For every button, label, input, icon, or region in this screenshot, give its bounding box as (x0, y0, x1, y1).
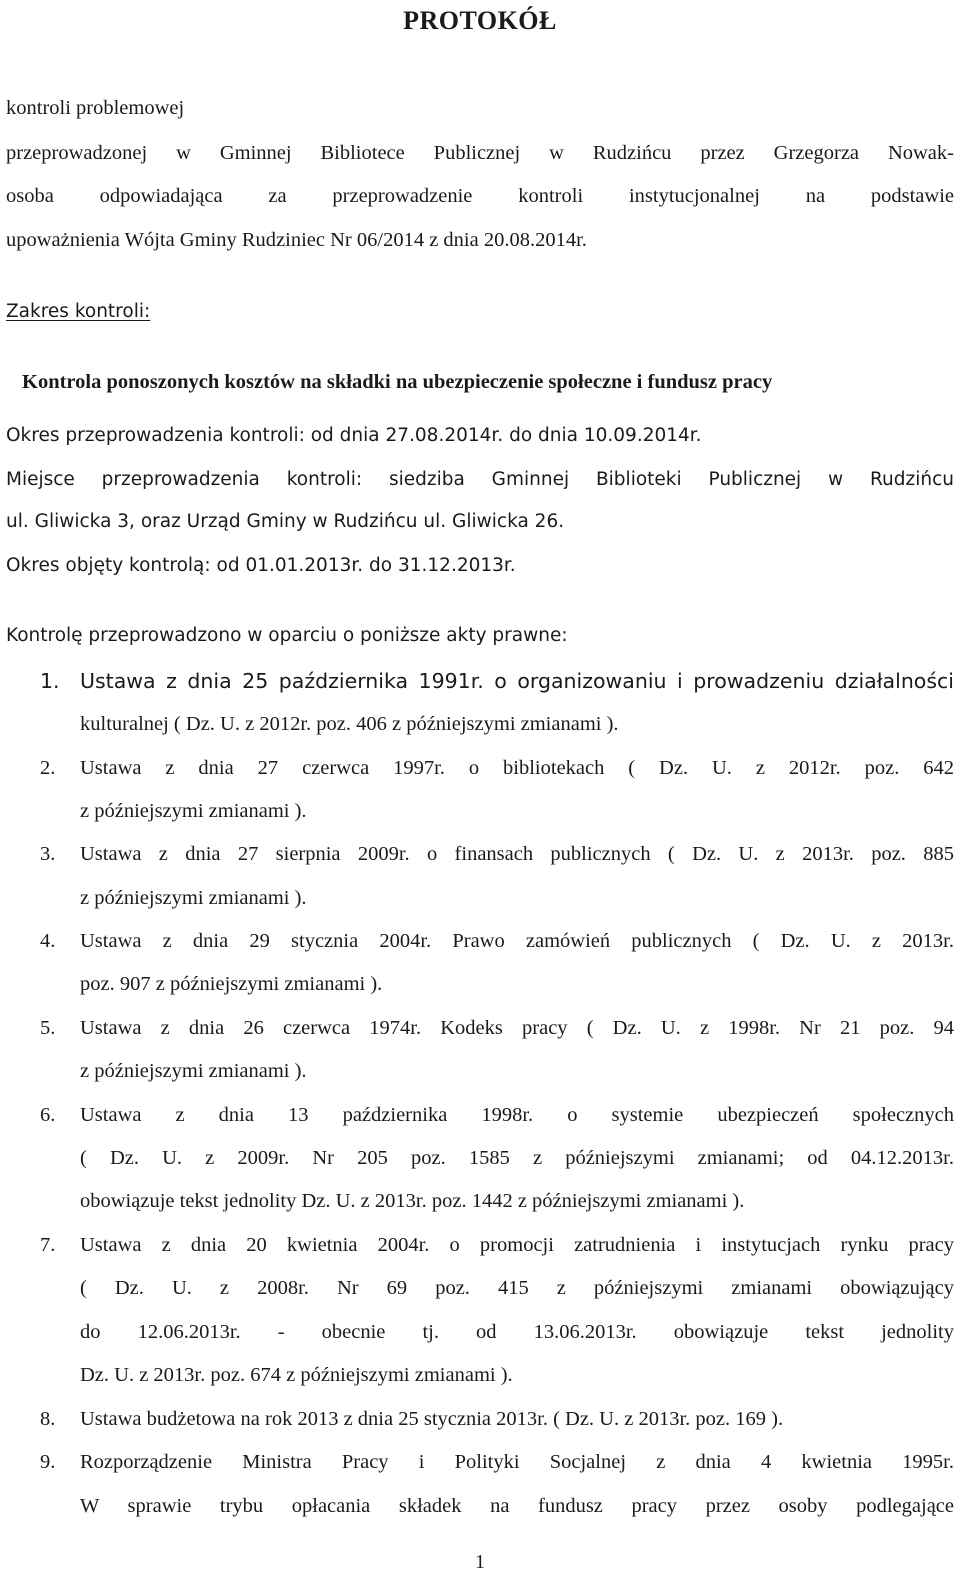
intro-line-3: osoba odpowiadająca za przeprowadzenie kontroli instytucjonalnej na podstawie (6, 185, 954, 207)
list-item-number: 7. (40, 1234, 56, 1256)
list-item-line: Ustawa z dnia 25 października 1991r. o organizowaniu i prowadzeniu działalności (80, 669, 954, 693)
list-item-line: poz. 907 z późniejszymi zmianami ). (80, 973, 383, 995)
list-item-line: obowiązuje tekst jednolity Dz. U. z 2013r. poz. 1442 z późniejszymi zmianami ). (80, 1190, 745, 1212)
list-item-line: Ustawa z dnia 27 czerwca 1997r. o bibliotekach ( Dz. U. z 2012r. poz. 642 (80, 757, 954, 779)
page-title: PROTOKÓŁ (403, 6, 557, 35)
list-item-line: W sprawie trybu opłacania składek na fundusz pracy przez osoby podlegające (80, 1495, 954, 1517)
list-item-number: 6. (40, 1104, 56, 1126)
list-item-line: Ustawa z dnia 29 stycznia 2004r. Prawo zamówień publicznych ( Dz. U. z 2013r. (80, 930, 954, 952)
place-line-1: Miejsce przeprowadzenia kontroli: siedziba Gminnej Biblioteki Publicznej w Rudzińcu (6, 469, 954, 490)
control-period: Okres przeprowadzenia kontroli: od dnia 27.08.2014r. do dnia 10.09.2014r. (6, 425, 702, 446)
page-number: 1 (475, 1551, 485, 1573)
list-item-number: 5. (40, 1017, 56, 1039)
list-item-line: z późniejszymi zmianami ). (80, 1060, 307, 1082)
scope-text: Kontrola ponoszonych kosztów na składki na ubezpieczenie społeczne i fundusz pracy (22, 371, 773, 393)
list-item-line: ( Dz. U. z 2009r. Nr 205 poz. 1585 z późniejszymi zmianami; od 04.12.2013r. (80, 1147, 954, 1169)
list-item-line: Ustawa z dnia 13 października 1998r. o systemie ubezpieczeń społecznych (80, 1104, 954, 1126)
list-item-line: Ustawa z dnia 20 kwietnia 2004r. o promocji zatrudnienia i instytucjach rynku pracy (80, 1234, 954, 1256)
list-item-line: z późniejszymi zmianami ). (80, 887, 307, 909)
list-item-number: 9. (40, 1451, 56, 1473)
list-item-line: Ustawa z dnia 27 sierpnia 2009r. o finansach publicznych ( Dz. U. z 2013r. poz. 885 (80, 843, 954, 865)
list-item-number: 2. (40, 757, 56, 779)
list-item-number: 4. (40, 930, 56, 952)
intro-line-2: przeprowadzonej w Gminnej Bibliotece Publicznej w Rudzińcu przez Grzegorza Nowak- (6, 142, 954, 164)
list-item-number: 1. (40, 669, 60, 693)
list-item-line: z późniejszymi zmianami ). (80, 800, 307, 822)
list-item-number: 8. (40, 1408, 56, 1430)
list-item-line: Ustawa z dnia 26 czerwca 1974r. Kodeks pracy ( Dz. U. z 1998r. Nr 21 poz. 94 (80, 1017, 954, 1039)
intro-line-1: kontroli problemowej (6, 97, 185, 119)
covered-period: Okres objęty kontrolą: od 01.01.2013r. do 31.12.2013r. (6, 555, 516, 576)
legal-basis-label: Kontrolę przeprowadzono w oparciu o poniższe akty prawne: (6, 625, 568, 646)
list-item-line: Rozporządzenie Ministra Pracy i Polityki Socjalnej z dnia 4 kwietnia 1995r. (80, 1451, 954, 1473)
intro-line-4: upoważnienia Wójta Gminy Rudziniec Nr 06/2014 z dnia 20.08.2014r. (6, 229, 587, 251)
list-item-line: kulturalnej ( Dz. U. z 2012r. poz. 406 z późniejszymi zmianami ). (80, 713, 619, 735)
document-page (6, 0, 954, 1576)
list-item-line: Dz. U. z 2013r. poz. 674 z późniejszymi zmianami ). (80, 1364, 513, 1386)
place-line-2: ul. Gliwicka 3, oraz Urząd Gminy w Rudzińcu ul. Gliwicka 26. (6, 511, 565, 532)
list-item-line: Ustawa budżetowa na rok 2013 z dnia 25 stycznia 2013r. ( Dz. U. z 2013r. poz. 169 ). (80, 1408, 784, 1430)
list-item-number: 3. (40, 843, 56, 865)
list-item-line: ( Dz. U. z 2008r. Nr 69 poz. 415 z późniejszymi zmianami obowiązujący (80, 1277, 954, 1299)
scope-label: Zakres kontroli: (6, 301, 151, 322)
list-item-line: do 12.06.2013r. - obecnie tj. od 13.06.2013r. obowiązuje tekst jednolity (80, 1321, 954, 1343)
